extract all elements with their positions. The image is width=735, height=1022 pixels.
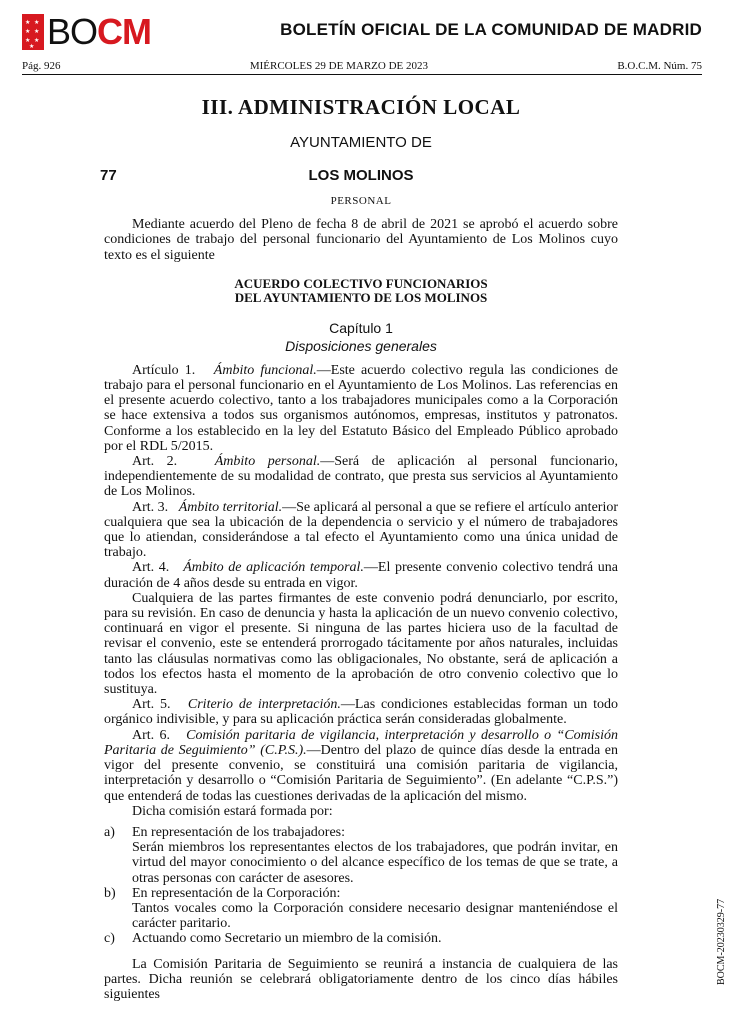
document-id: BOCM-20230329-77 xyxy=(716,898,727,985)
list-marker: a) xyxy=(104,824,115,840)
article-title: Ámbito territorial. xyxy=(178,499,283,515)
list-item-head: En representación de la Corporación: xyxy=(132,885,341,901)
article-2 xyxy=(104,454,618,500)
issue-number: B.O.C.M. Núm. 75 xyxy=(617,60,702,72)
article-title: Ámbito personal. xyxy=(214,454,321,470)
municipality: LOS MOLINOS xyxy=(308,167,414,184)
list-marker: c) xyxy=(104,931,115,947)
article-title: Criterio de interpretación. xyxy=(187,697,341,713)
article-text: —Este acuerdo colectivo regula las condiciones de trabajo para el personal funcionario en el Ayuntamiento de Los Molinos. Las referencias en el presente acuerdo colectivo, tanto a los trabajadores municipales como a la Corporación se hace extensiva a todos sus organismos autónomos, empresas, institutos y patronatos. Conforme a los establecido en la ley del Estatuto Básico del Empleado Público aprobado por el RDL 5/2015. xyxy=(104,362,619,454)
publication-date: MIÉRCOLES 29 DE MARZO DE 2023 xyxy=(249,60,428,72)
list-item-head: En representación de los trabajadores: xyxy=(132,824,346,840)
page-number: Pág. 926 xyxy=(22,60,61,72)
chapter-label: Capítulo 1 xyxy=(329,319,393,336)
article-text: —Será de aplicación al personal funcionario, independientemente de su modalidad de contrato, que presta sus servicios al Ayuntamiento de Los Molinos. xyxy=(104,454,618,500)
article-title: Comisión paritaria de vigilancia, interpretación y desarrollo o “Comisión Paritaria de Seguimiento” (C.P.S.). xyxy=(104,727,618,758)
article-text: —Se aplicará al personal a que se refiere el artículo anterior cualquiera que sea la ubicación de la dependencia o servicio y el número de trabajadores que lo atiendan, considerándose a tal efecto el Ayuntamiento como una única unidad de trabajo. xyxy=(104,499,618,561)
list-item xyxy=(104,886,618,932)
article-4-paragraph: Cualquiera de las partes firmantes de este convenio podrá denunciarlo, por escrito, para su revisión. En caso de denuncia y hasta la aplicación de un nuevo convenio colectivo, continuará en vigor el presente. Si ninguna de las partes hiciera uso de la facultad de revisar el convenio, este se entenderá prorrogado tácitamente por años naturales, incluidas tanto las cláusulas normativas como las obligacionales, No obstante, será de aplicación a todos los efectos hasta el momento de la aprobación de otro convenio colectivo que lo sustituya. xyxy=(104,590,618,698)
final-paragraph: La Comisión Paritaria de Seguimiento se reunirá a instancia de cualquiera de las partes. Dicha reunión se celebrará obligatoriamente dentro de los cinco días hábiles siguientes xyxy=(104,956,618,1002)
category: PERSONAL xyxy=(330,195,392,207)
list-item-head: Actuando como Secretario un miembro de la comisión. xyxy=(132,931,442,947)
article-title: Ámbito funcional. xyxy=(213,362,317,378)
article-text: —Dentro del plazo de quince días desde la entrada en vigor del presente convenio, se constituirá una comisión paritaria de vigilancia, interpretación y desarrollo o “Comisión Paritaria de Seguimiento”. (En adelante “C.P.S.”) que entenderá de todas las cuestiones derivadas de la aplicación del mismo. xyxy=(104,742,618,804)
commission-intro: Dicha comisión estará formada por: xyxy=(132,803,333,819)
bocm-logo xyxy=(22,11,152,52)
ayuntamiento-label: AYUNTAMIENTO DE xyxy=(290,134,432,151)
article-1 xyxy=(104,363,618,454)
meta-line xyxy=(22,60,702,75)
agreement-title-line-2: DEL AYUNTAMIENTO DE LOS MOLINOS xyxy=(234,289,488,305)
document-body xyxy=(100,94,619,1002)
list-marker: b) xyxy=(104,885,116,901)
list-item xyxy=(104,931,618,946)
list-item-body: Serán miembros los representantes electos de los trabajadores, que podrán invitar, en virtud del mayor conocimiento o del alcance específico de los temas de que se trate, a otras personas con carácter de asesores. xyxy=(132,840,618,886)
article-text: —El presente convenio colectivo tendrá una duración de 4 años desde su entrada en vigor. xyxy=(104,560,618,591)
article-label: Art. 3. xyxy=(132,499,169,515)
intro-paragraph: Mediante acuerdo del Pleno de fecha 8 de abril de 2021 se aprobó el acuerdo sobre condiciones de trabajo del personal funcionario del Ayuntamiento de Los Molinos cuyo texto es el siguiente xyxy=(104,217,618,263)
page-header xyxy=(22,10,702,54)
article-label: Art. 5. xyxy=(132,697,171,713)
journal-title: BOLETÍN OFICIAL DE LA COMUNIDAD DE MADRID xyxy=(280,20,702,39)
logo-text-bo: BO xyxy=(47,11,98,52)
article-4 xyxy=(104,560,618,590)
article-label: Art. 2. xyxy=(132,454,178,470)
chapter-title: Disposiciones generales xyxy=(285,337,437,354)
article-label: Art. 6. xyxy=(132,727,171,743)
article-title: Ámbito de aplicación temporal. xyxy=(183,560,364,576)
logo-text-cm: CM xyxy=(97,11,152,52)
article-3 xyxy=(104,500,618,561)
agreement-title xyxy=(104,277,618,305)
list-item xyxy=(104,825,618,886)
section-title: III. ADMINISTRACIÓN LOCAL xyxy=(201,95,521,119)
announcement-number: 77 xyxy=(100,167,117,184)
article-5 xyxy=(104,697,618,727)
article-label: Art. 4. xyxy=(132,560,170,576)
article-text: —Las condiciones establecidas forman un todo orgánico indivisible, y para su aplicación práctica serán consideradas globalmente. xyxy=(104,697,618,728)
article-6 xyxy=(104,728,618,804)
commission-list xyxy=(104,825,618,947)
article-label: Artículo 1. xyxy=(132,362,196,378)
list-item-body: Tantos vocales como la Corporación considere necesario designar manteniéndose el carácter paritario. xyxy=(132,900,618,932)
madrid-flag-icon: ★ ★ ★ ★ ★ ★ ★ xyxy=(22,14,44,50)
agreement-title-line-1: ACUERDO COLECTIVO FUNCIONARIOS xyxy=(234,275,488,291)
